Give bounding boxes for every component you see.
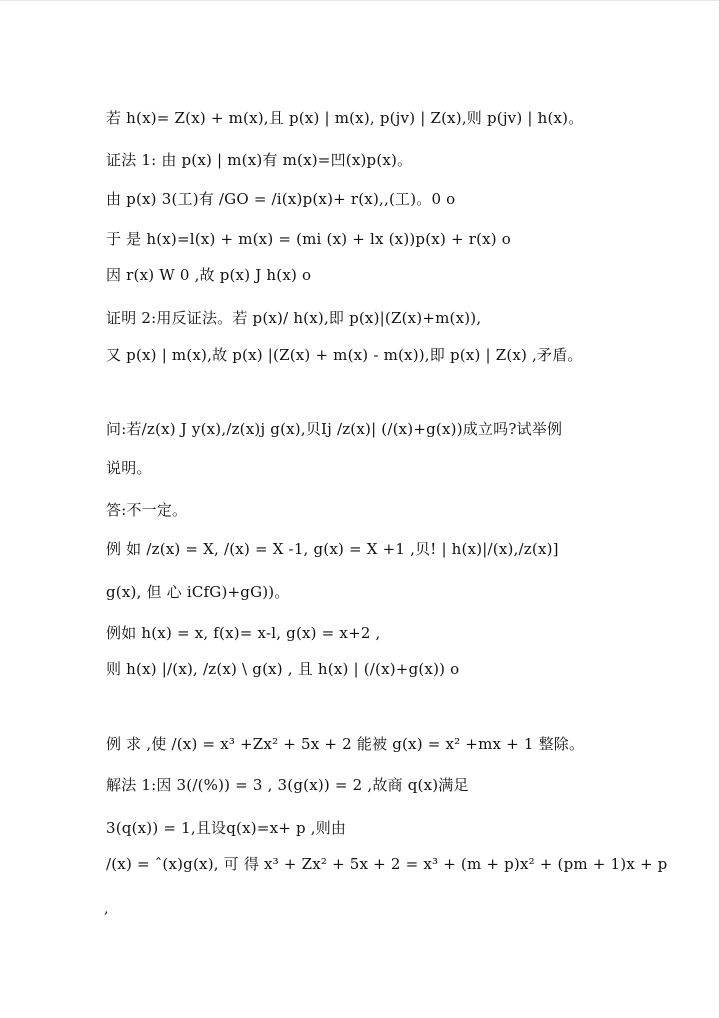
text-line-3: 由 p(x) 3(工)有 /GO = /i(x)p(x)+ r(x),,(工)。0 o xyxy=(106,190,456,208)
text-line-14: 则 h(x) |/(x), /z(x) \ g(x) , 且 h(x) | (/(x)+g(x)) o xyxy=(106,660,460,678)
text-line-5: 因 r(x) W 0 ,故 p(x) J h(x) o xyxy=(106,266,312,284)
text-line-13: 例如 h(x) = x, f(x)= x-l, g(x) = x+2 , xyxy=(106,624,381,642)
text-line-18: /(x) = ˆ(x)g(x), 可 得 x³ + Zx² + 5x + 2 = x³ + (m + p)x² + (pm + 1)x + p xyxy=(106,855,668,873)
text-line-16: 解法 1:因 3(/(%)) = 3 , 3(g(x)) = 2 ,故商 q(x)满足 xyxy=(106,776,469,794)
text-line-4: 于 是 h(x)=l(x) + m(x) = (mi (x) + lx (x))p(x) + r(x) o xyxy=(106,230,512,248)
text-line-9: 说明。 xyxy=(106,459,152,477)
text-line-15: 例 求 ,使 /(x) = x³ +Zx² + 5x + 2 能被 g(x) = x² +mx + 1 整除。 xyxy=(106,735,585,753)
text-line-8: 问:若/z(x) J y(x),/z(x)j g(x),贝Ij /z(x)| (/(x)+g(x))成立吗?试举例 xyxy=(106,420,563,438)
text-line-10: 答:不一定。 xyxy=(106,501,188,519)
text-line-1: 若 h(x)= Z(x) + m(x),且 p(x) | m(x), p(jv) | Z(x),则 p(jv) | h(x)。 xyxy=(106,109,584,127)
page-top-edge xyxy=(0,0,720,1)
text-line-12: g(x), 但 心 iCfG)+gG))。 xyxy=(106,583,290,601)
text-line-19: , xyxy=(104,901,109,917)
text-line-11: 例 如 /z(x) = X, /(x) = X -1, g(x) = X +1 ,贝! | h(x)|/(x),/z(x)] xyxy=(106,540,559,558)
text-line-17: 3(q(x)) = 1,且设q(x)=x+ p ,则由 xyxy=(106,819,347,837)
text-line-6: 证明 2:用反证法。若 p(x)/ h(x),即 p(x)|(Z(x)+m(x)), xyxy=(106,309,482,327)
text-line-7: 又 p(x) | m(x),故 p(x) |(Z(x) + m(x) - m(x)),即 p(x) | Z(x) ,矛盾。 xyxy=(106,346,583,364)
text-line-2: 证法 1: 由 p(x) | m(x)有 m(x)=凹(x)p(x)。 xyxy=(106,151,413,169)
